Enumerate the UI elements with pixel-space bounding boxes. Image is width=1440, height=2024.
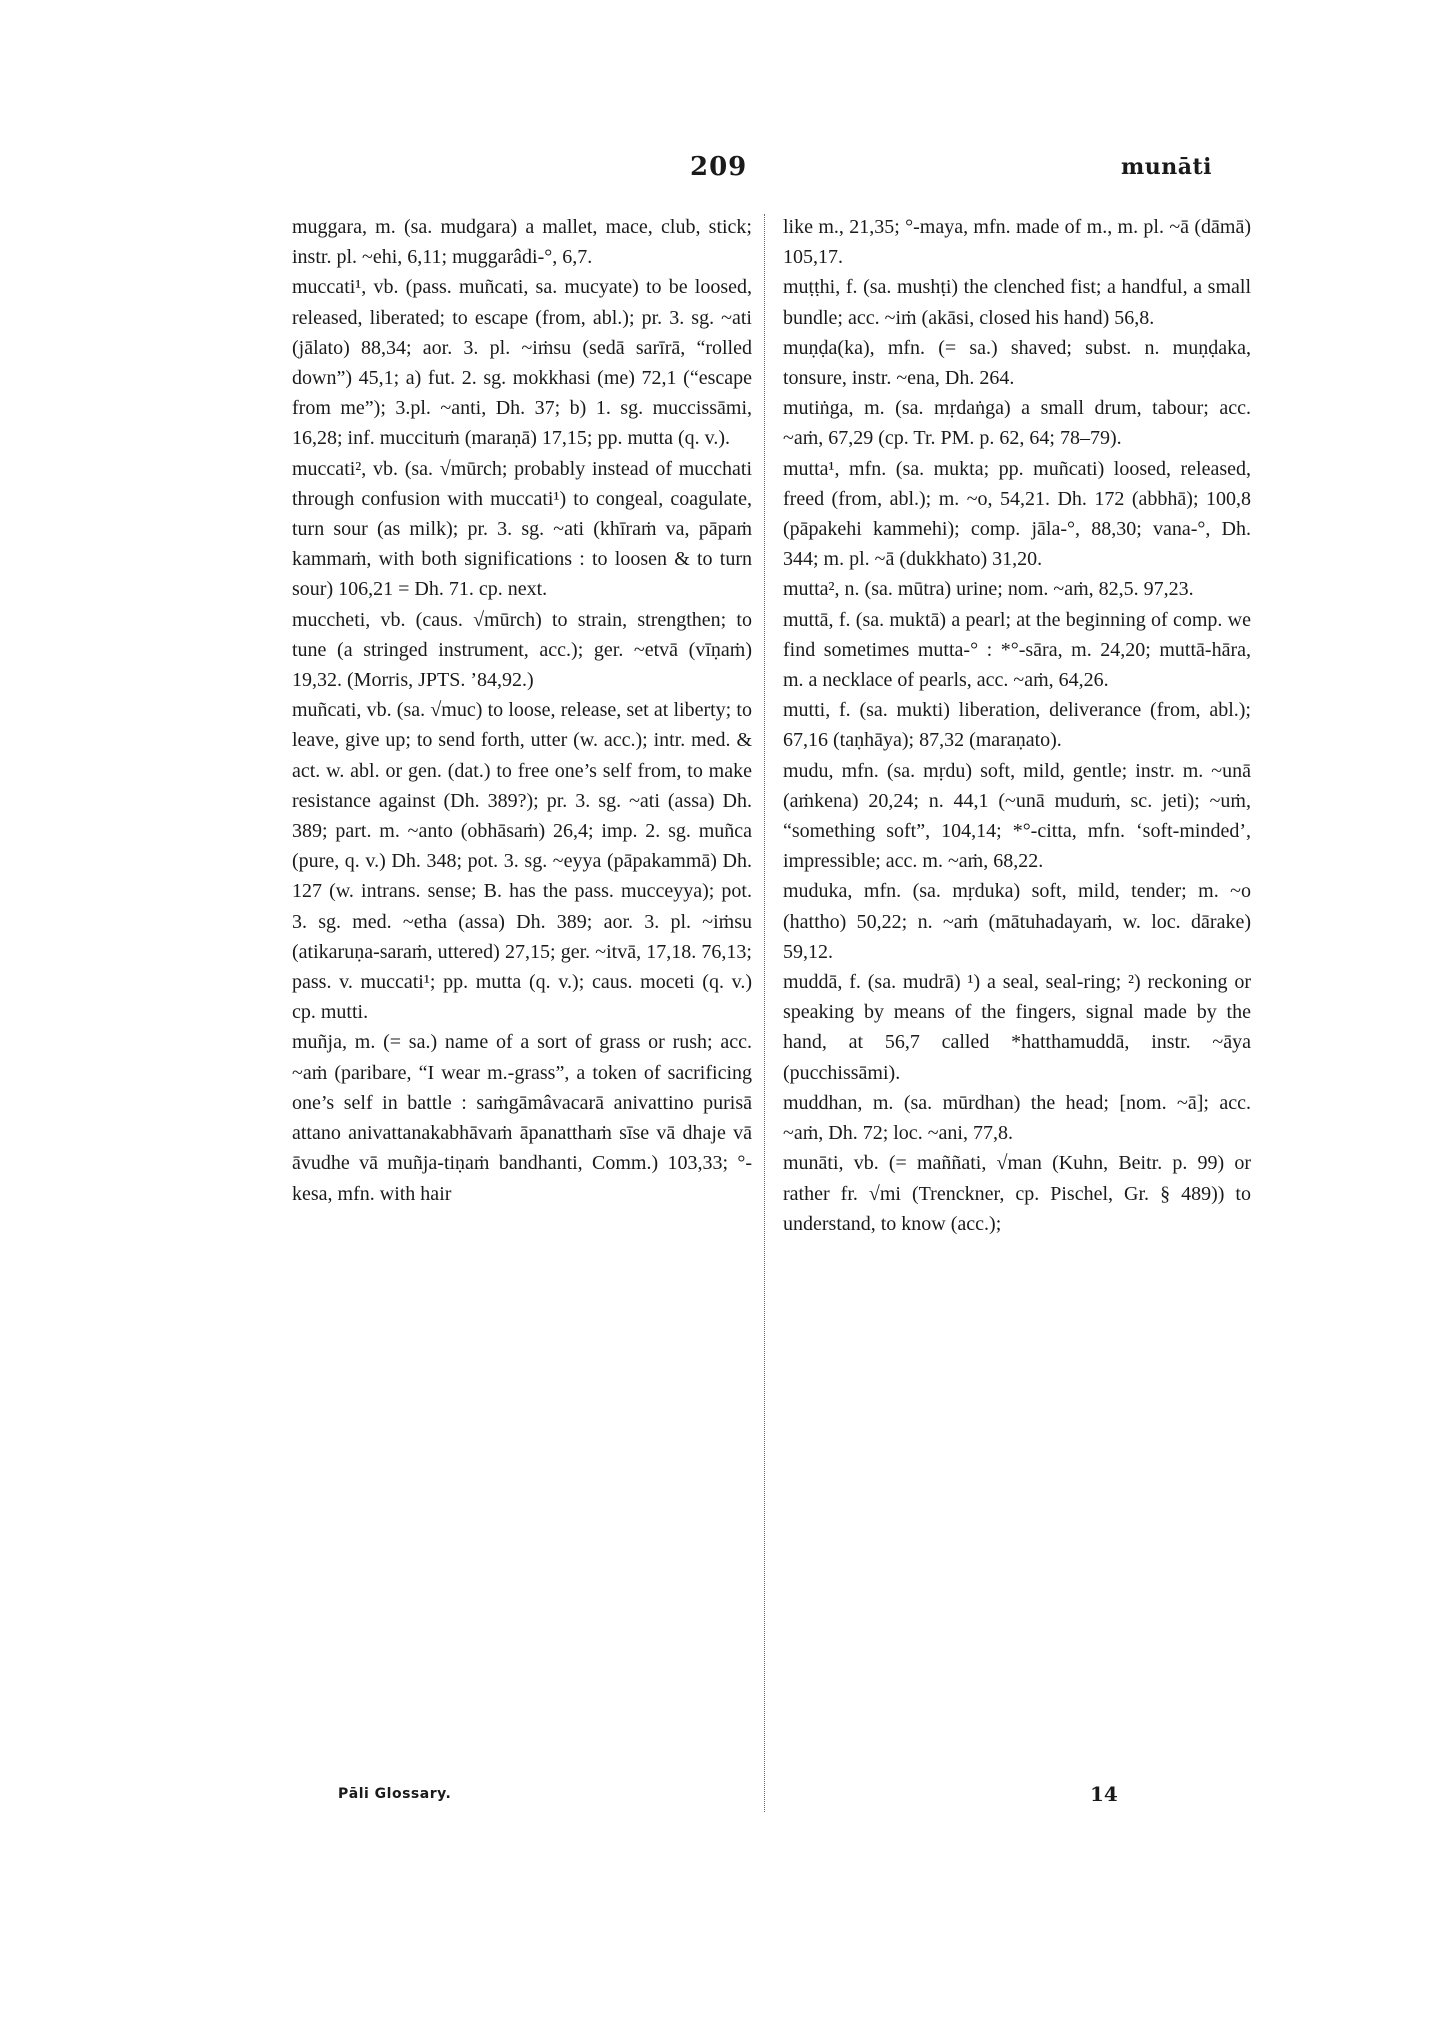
entry-muccati-1: muccati¹, vb. (pass. muñcati, sa. mucyate) to be loosed, released, liberated; to escape (from, abl.); pr. 3. sg. ~ati (jālato) 88,34; aor. 3. pl. ~iṁsu (sedā sarīrā, “rolled down”) 45,1; a) fut. 2. sg. mokkhasi (me) 72,1 (“escape from me”); 3.pl. ~anti, Dh. 37; b) 1. sg. muccissāmi, 16,28; inf. muccituṁ (maraṇā) 17,15; pp. mutta (q. v.).	[292, 276, 752, 450]
entry-muduka: muduka, mfn. (sa. mṛduka) soft, mild, tender; m. ~o (hattho) 50,22; n. ~aṁ (mātuhadayaṁ, w. loc. dārake) 59,12.	[783, 880, 1251, 963]
column-divider	[764, 214, 765, 1812]
page-header	[0, 152, 1440, 192]
signature-mark: 14	[1090, 1782, 1118, 1806]
entry-mutta-1: mutta¹, mfn. (sa. mukta; pp. muñcati) loosed, released, freed (from, abl.); m. ~o, 54,21. Dh. 172 (abbhā); 100,8 (pāpakehi kammehi); comp. jāla-°, 88,30; vana-°, Dh. 344; m. pl. ~ā (dukkhato) 31,20.	[783, 457, 1251, 571]
entry-munja: muñja, m. (= sa.) name of a sort of grass or rush; acc. ~aṁ (paribare, “I wear m.-grass”, a token of sacrificing one’s self in battle : saṁgāmâvacarā anivattino purisā attano anivattanakabhāvaṁ āpanatthaṁ sīse vā dhaje vā āvudhe vā muñja-tiṇaṁ bandhanti, Comm.) 103,33; °-kesa, mfn. with hair	[292, 1031, 752, 1205]
running-head: munāti	[1120, 154, 1212, 180]
entry-mutinga: mutiṅga, m. (sa. mṛdaṅga) a small drum, tabour; acc. ~aṁ, 67,29 (cp. Tr. PM. p. 62, 64; 78–79).	[783, 397, 1251, 450]
entry-munda: muṇḍa(ka), mfn. (= sa.) shaved; subst. n. muṇḍaka, tonsure, instr. ~ena, Dh. 264.	[783, 336, 1251, 390]
left-column	[292, 212, 752, 1209]
entry-mutta-2: mutta², n. (sa. mūtra) urine; nom. ~aṁ, 82,5. 97,23.	[783, 578, 1194, 601]
entry-mudu: mudu, mfn. (sa. mṛdu) soft, mild, gentle; instr. m. ~unā (aṁkena) 20,24; n. 44,1 (~unā muduṁ, sc. jeti); ~uṁ, “something soft”, 104,14; *°-citta, mfn. ‘soft-minded’, impressible; acc. m. ~aṁ, 68,22.	[783, 759, 1251, 873]
entry-muncati: muñcati, vb. (sa. √muc) to loose, release, set at liberty; to leave, give up; to send forth, utter (w. acc.); intr. med. & act. w. abl. or gen. (dat.) to free one’s self from, to make resistance against (Dh. 389?); pr. 3. sg. ~ati (assa) Dh. 389; part. m. ~anto (obhāsaṁ) 26,4; imp. 2. sg. muñca (pure, q. v.) Dh. 348; pot. 3. sg. ~eyya (pāpakammā) Dh. 127 (w. intrans. sense; B. has the pass. mucceyya); pot. 3. sg. med. ~etha (assa) Dh. 389; aor. 3. pl. ~iṁsu (atikaruṇa-saraṁ, uttered) 27,15; ger. ~itvā, 17,18. 76,13; pass. v. muccati¹; pp. mutta (q. v.); caus. moceti (q. v.) cp. mutti.	[292, 699, 752, 1024]
page-number: 209	[690, 152, 748, 182]
entry-muggara: muggara, m. (sa. mudgara) a mallet, mace, club, stick; instr. pl. ~ehi, 6,11; muggarâdi-°, 6,7.	[292, 216, 752, 269]
entry-munja-continued: like m., 21,35; °-maya, mfn. made of m., m. pl. ~ā (dāmā) 105,17.	[783, 216, 1251, 269]
entry-mudda: muddā, f. (sa. mudrā) ¹) a seal, seal-ring; ²) reckoning or speaking by means of the fingers, signal made by the hand, at 56,7 called *hatthamuddā, instr. ~āya (pucchissāmi).	[783, 971, 1251, 1084]
book-title: Pāli Glossary.	[338, 1786, 452, 1802]
entry-muccheti: muccheti, vb. (caus. √mūrch) to strain, strengthen; to tune (a stringed instrument, acc.); ger. ~etvā (vīṇaṁ) 19,32. (Morris, JPTS. ’84,92.)	[292, 608, 752, 692]
page-footer	[0, 1782, 1440, 1816]
entry-munati: munāti, vb. (= maññati, √man (Kuhn, Beitr. p. 99) or rather fr. √mi (Trenckner, cp. Pischel, Gr. § 489)) to understand, to know (acc.);	[783, 1152, 1251, 1235]
entry-mutta: muttā, f. (sa. muktā) a pearl; at the beginning of comp. we find sometimes mutta-° : *°-sāra, m. 24,20; muttā-hāra, m. a necklace of pearls, acc. ~aṁ, 64,26.	[783, 608, 1251, 692]
entry-mutti: mutti, f. (sa. mukti) liberation, deliverance (from, abl.); 67,16 (taṇhāya); 87,32 (maraṇato).	[783, 699, 1251, 752]
entry-muddhan: muddhan, m. (sa. mūrdhan) the head; [nom. ~ā]; acc. ~aṁ, Dh. 72; loc. ~ani, 77,8.	[783, 1091, 1251, 1145]
entry-mutthi: muṭṭhi, f. (sa. mushṭi) the clenched fist; a handful, a small bundle; acc. ~iṁ (akāsi, closed his hand) 56,8.	[783, 276, 1251, 329]
entry-muccati-2: muccati², vb. (sa. √mūrch; probably instead of mucchati through confusion with muccati¹) to congeal, coagulate, turn sour (as milk); pr. 3. sg. ~ati (khīraṁ va, pāpaṁ kammaṁ, with both significations : to loosen & to turn sour) 106,21 = Dh. 71. cp. next.	[292, 457, 752, 601]
right-column	[783, 212, 1251, 1239]
